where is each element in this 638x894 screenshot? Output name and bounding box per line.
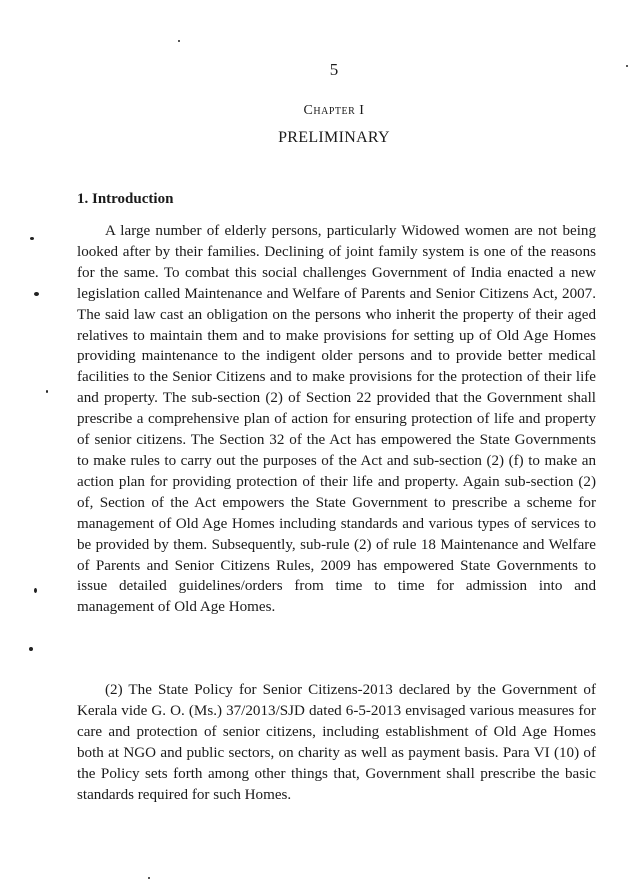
chapter-title: PRELIMINARY <box>278 129 390 146</box>
paragraph-introduction: A large number of elderly persons, particularly Widowed women are not being looked after by their families. Declining of joint family system is one of the reasons for the same. To combat this social challenges Government of India enacted a new legislation called Maintenance and Welfare of Parents and Senior Citizens Act, 2007. The said law cast an obligation on the persons who inherit the property of their aged relatives to maintain them and to make provisions for setting up of Old Age Homes providing maintenance to the indigent older persons and to provide better medical facilities to the Senior Citizens and to make provisions for the protection of their life and property. The sub-section (2) of Section 22 provided that the Government shall prescribe a comprehensive plan of action for ensuring protection of life and property of senior citizens. The Section 32 of the Act has empowered the State Governments to make rules to carry out the purposes of the Act and sub-section (2) (f) to make an action plan for providing protection of their life and property. Again sub-section (2) of, Section of the Act empowers the State Government to prescribe a scheme for management of Old Age Homes including standards and various types of services to be provided by them. Subsequently, sub-rule (2) of rule 18 Maintenance and Welfare of Parents and Senior Citizens Rules, 2009 has empowered State Governments to issue detailed guidelines/orders from time to time for admission into and management of Old Age Homes. <box>77 223 596 616</box>
chapter-label: Chapter I <box>303 103 365 118</box>
paragraph-state-policy: (2) The State Policy for Senior Citizens-2013 declared by the Government of Kerala vide G. O. (Ms.) 37/2013/SJD dated 6-5-2013 envisaged various measures for care and protection of senior citizens, including establishment of Old Age Homes both at NGO and public sectors, on charity as well as payment basis. Para VI (10) of the Policy sets forth among other things that, Government shall prescribe the basic standards required for such Homes. <box>77 682 596 803</box>
scan-speck <box>34 588 37 593</box>
scan-speck <box>29 647 33 651</box>
section-heading: 1. Introduction <box>77 191 174 207</box>
scan-speck <box>46 390 48 393</box>
scan-speck <box>626 65 628 67</box>
page-number: 5 <box>329 60 339 79</box>
scan-speck <box>30 237 34 240</box>
scan-speck <box>34 292 39 296</box>
scan-speck <box>178 40 180 42</box>
scan-speck <box>148 877 150 879</box>
